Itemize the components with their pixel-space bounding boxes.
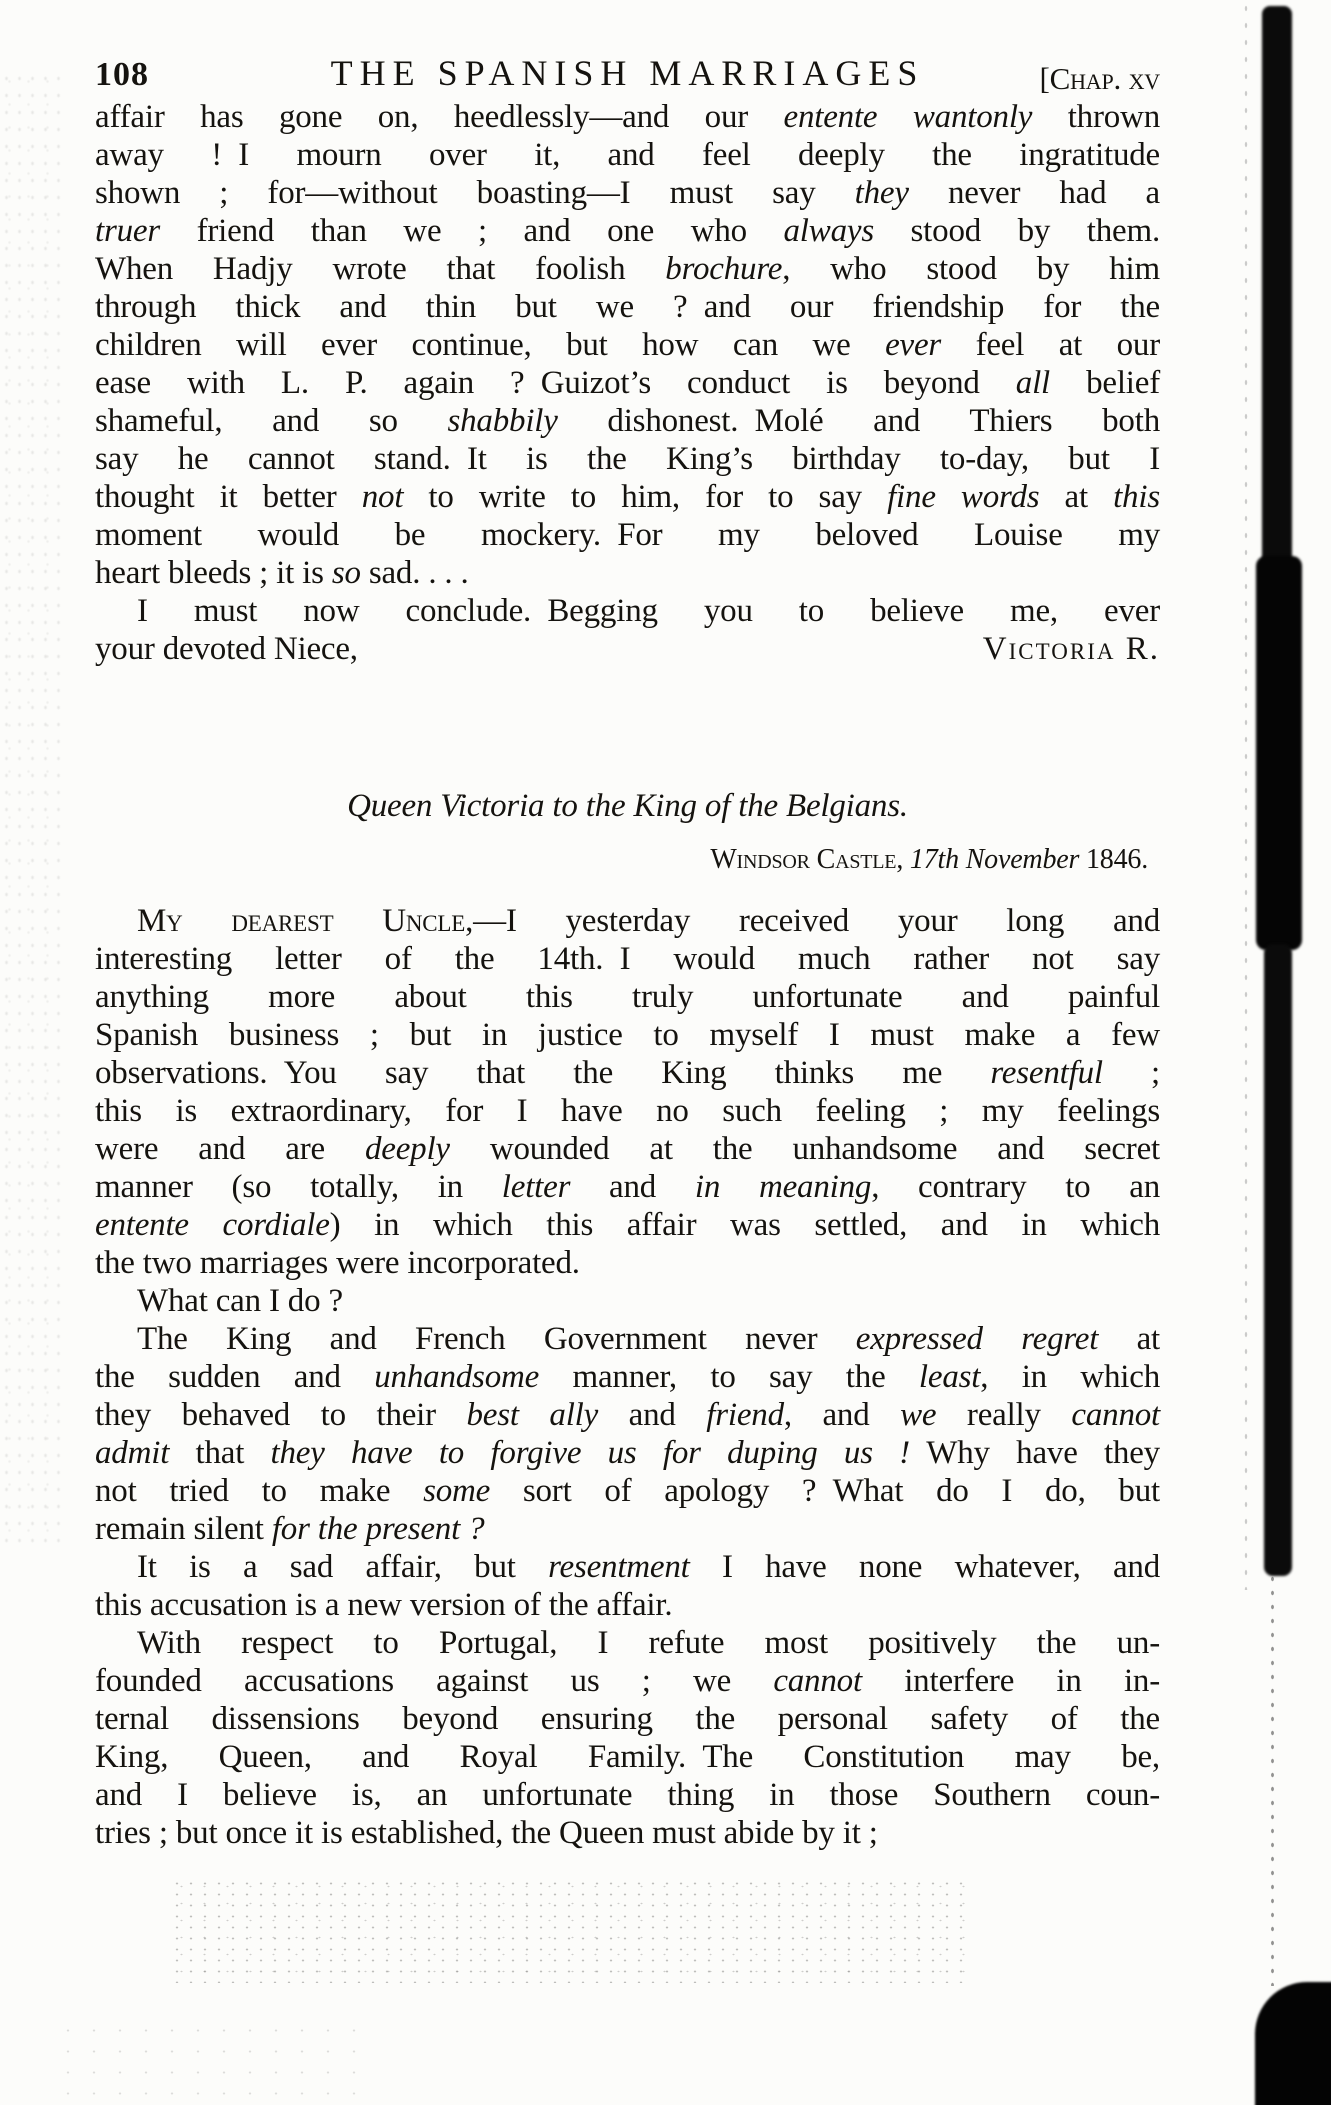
text-line: I must now conclude. Begging you to believe me, ever	[137, 593, 1160, 629]
text-line: With respect to Portugal, I refute most positively the un-	[137, 1625, 1160, 1661]
text-line: through thick and thin but we ? and our friendship for the	[95, 289, 1160, 325]
text-line: entente cordiale) in which this affair was settled, and in which	[95, 1207, 1160, 1243]
signature	[983, 630, 1160, 668]
italic-text: deeply	[364, 1131, 450, 1167]
italic-text: ever	[885, 327, 942, 363]
paragraph	[95, 1320, 1160, 1548]
text-line: this accusation is a new version of the affair.	[95, 1587, 673, 1623]
text-line: ternal dissensions beyond ensuring the personal safety of the	[95, 1701, 1160, 1737]
small-caps-text: My dearest Uncle	[137, 903, 466, 939]
text-line: and I believe is, an unfortunate thing in those Southern coun-	[95, 1777, 1160, 1813]
paragraph	[95, 592, 1160, 668]
text-line: moment would be mockery. For my beloved Louise my	[95, 517, 1160, 553]
italic-text: all	[1015, 365, 1051, 401]
text-line: shown ; for—without boasting—I must say they never had a	[95, 175, 1160, 211]
page-number: 108	[95, 56, 149, 93]
paragraph	[95, 98, 1160, 592]
italic-text: resentful	[990, 1055, 1103, 1091]
scan-noise-left-margin	[0, 70, 62, 1550]
text-line: manner (so totally, in letter and in meaning, contrary to an	[95, 1169, 1161, 1205]
dateline: Windsor Castle, 17th November 1846.	[710, 844, 1148, 875]
italic-text: entente wantonly	[783, 99, 1033, 135]
text-line: founded accusations against us ; we cannot interfere in in-	[95, 1663, 1161, 1699]
letter-heading	[95, 786, 1160, 826]
italic-text: admit	[95, 1435, 170, 1471]
text-line: truer friend than we ; and one who always stood by them.	[95, 213, 1160, 249]
italic-text: we	[900, 1397, 937, 1433]
italic-text: some	[423, 1473, 491, 1509]
text-line: the sudden and unhandsome manner, to say the least, in which	[95, 1359, 1161, 1395]
paragraph	[95, 1282, 1160, 1320]
text-line: King, Queen, and Royal Family. The Constitution may be,	[95, 1739, 1160, 1775]
text-line: were and are deeply wounded at the unhandsome and secret	[95, 1131, 1160, 1167]
chapter-reference: [Chap. xv	[1039, 61, 1160, 96]
scan-noise-bottom-left	[55, 2020, 375, 2095]
text-line	[95, 630, 1160, 668]
italic-text: not	[361, 479, 404, 515]
italic-text: cannot	[773, 1663, 862, 1699]
text-line: the two marriages were incorporated.	[95, 1245, 580, 1281]
italic-text: unhandsome	[374, 1359, 540, 1395]
italic-text: resentment	[548, 1549, 690, 1585]
text-line: remain silent for the present ?	[95, 1511, 485, 1547]
small-caps-text: Victoria R.	[982, 631, 1160, 667]
binding-shadow-dotted-edge	[1242, 0, 1251, 1590]
text-column	[95, 54, 1160, 1852]
italic-text: 17th November	[909, 844, 1080, 875]
text-line: admit that they have to forgive us for duping us ! Why have they	[95, 1435, 1160, 1471]
text-line: heart bleeds ; it is so sad. . . .	[95, 555, 469, 591]
paragraph	[95, 1548, 1160, 1624]
binding-shadow-corner-blob	[1255, 1982, 1331, 2105]
italic-text: for the present ?	[271, 1511, 485, 1547]
binding-shadow-top	[1262, 6, 1292, 566]
paragraph	[95, 1624, 1160, 1852]
page-header	[95, 54, 1160, 98]
italic-text: brochure	[665, 251, 783, 287]
small-caps-text: Chap. xv	[1049, 61, 1160, 96]
text-line: tries ; but once it is established, the Queen must abide by it ;	[95, 1815, 878, 1851]
italic-text: least	[918, 1359, 981, 1395]
italic-text: this	[1113, 479, 1160, 515]
italic-text: best ally	[466, 1397, 599, 1433]
text-line: shameful, and so shabbily dishonest. Molé and Thiers both	[95, 403, 1160, 439]
binding-shadow-speckles	[1268, 1572, 1280, 1986]
running-title: THE SPANISH MARRIAGES	[330, 53, 925, 93]
letter-conclusion-victoria	[95, 98, 1160, 668]
text-line: When Hadjy wrote that foolish brochure, who stood by him	[95, 251, 1160, 287]
text-line: affair has gone on, heedlessly—and our entente wantonly thrown	[95, 99, 1161, 135]
binding-shadow-lower	[1264, 944, 1292, 1576]
text-line: What can I do ?	[137, 1283, 343, 1319]
text-line: say he cannot stand. It is the King’s birthday to-day, but I	[95, 441, 1160, 477]
text-line: away ! I mourn over it, and feel deeply the ingratitude	[95, 137, 1160, 173]
text-line: this is extraordinary, for I have no such feeling ; my feelings	[95, 1093, 1160, 1129]
text-line: The King and French Government never expressed regret at	[137, 1321, 1160, 1357]
text-line: children will ever continue, but how can we ever feel at our	[95, 327, 1160, 363]
text-line: ease with L. P. again ? Guizot’s conduct is beyond all belief	[95, 365, 1160, 401]
closing-text: your devoted Niece,	[95, 631, 358, 667]
binding-shadow-wide	[1256, 556, 1302, 950]
scan-noise-bottom-smudge	[170, 1878, 970, 1983]
text-line: interesting letter of the 14th. I would much rather not say	[95, 941, 1160, 977]
italic-text: they have to forgive us for duping us !	[270, 1435, 910, 1471]
italic-text: expressed regret	[855, 1321, 1099, 1357]
italic-text: truer	[95, 213, 161, 249]
italic-text: shabbily	[447, 403, 558, 439]
italic-text: so	[331, 555, 361, 591]
italic-text: entente cordiale	[95, 1207, 330, 1243]
italic-text: fine words	[887, 479, 1040, 515]
italic-text: cannot	[1071, 1397, 1161, 1433]
text-line: observations. You say that the King thinks me resentful ;	[95, 1055, 1160, 1091]
italic-text: in meaning	[694, 1169, 872, 1205]
text-line: It is a sad affair, but resentment I have none whatever, and	[137, 1549, 1160, 1585]
text-line: they behaved to their best ally and friend, and we really cannot	[95, 1397, 1161, 1433]
paragraph	[95, 902, 1160, 1282]
text-line: Spanish business ; but in justice to myself I must make a few	[95, 1017, 1160, 1053]
italic-text: always	[783, 213, 874, 249]
italic-text: they	[854, 175, 909, 211]
italic-text: friend	[706, 1397, 784, 1433]
italic-text: Queen Victoria to the King of the Belgians.	[347, 788, 908, 824]
text-line: My dearest Uncle,—I yesterday received your long and	[137, 903, 1161, 939]
letter-to-king-of-belgians	[95, 902, 1160, 1852]
text-line: not tried to make some sort of apology ? What do I do, but	[95, 1473, 1160, 1509]
small-caps-text: Windsor Castle	[710, 844, 897, 875]
italic-text: letter	[501, 1169, 571, 1205]
text-line: anything more about this truly unfortunate and painful	[95, 979, 1160, 1015]
text-line: thought it better not to write to him, for to say fine words at this	[95, 479, 1160, 515]
